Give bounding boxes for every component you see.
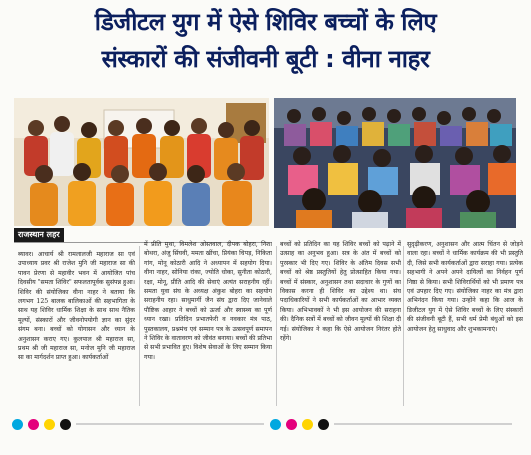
yellow-dot: [44, 419, 55, 430]
column-text: में प्रीति मुथा, विमलेश ओस्तवाल, दीपक बोहरा, निशा बोथरा, अंजु सिंघवी, ममता खींचा, प्रियंका चिपड़, निकिता गांग, मोनू कोठारी आदि ने अध्यापन में सहयोग दिया। वीना नाहर, सोनिया रांका, ज्योति धोका, सुनीता कोठारी, रक्षा, मोनू, प्रीति आदि की सेवाएं अत्यंत सराहनीय रहीं। समता युवा संघ के अध्यक्ष अंकुश बोहरा का सहयोग सराहनीय रहा। साधुमार्गी जैन संघ द्वारा दिए जानेवाले पौष्टिक आहार ने बच्चों को ऊर्जा और स्वास्थ्य का पूर्ण ध्यान रखा। प्रतिदिन प्रभातफेरी व नवकार मंत्र पाठ, पुस्तकालय, प्रश्नमंच एवं सम्मान पत्र के उत्सवपूर्ण समापन ने शिविर के वातावरण को जीवंत बनाया। बच्चों की प्रतिभा से सभी प्रभावित हुए। विशेष सेवाओं के लिए सम्मान किया गया।: [144, 241, 272, 361]
column-text: बच्चों को प्रतिदिन का यह शिविर बच्चों को पढ़ाने में उत्साह का अनुभव हुआ। सत्र के अंत में बच्चों को पुरस्कार भी दिए गए। शिविर के अंतिम दिवस सभी बच्चों को श्रेष्ठ प्रस्तुतियों हेतु प्रोत्साहित किया गया। बच्चों में संस्कार, अनुशासन तथा सदाचार के गुणों का विकास करना ही शिविर का उद्देश्य था। संघ पदाधिकारियों ने सभी कार्यकर्ताओं का आभार व्यक्त किया। अभिभावकों ने भी इस आयोजन की सराहना की। दैनिक सत्रों में बच्चों को जीवन मूल्यों की शिक्षा दी गई। संयोजिका ने कहा कि ऐसे आयोजन निरंतर होते रहेंगे।: [280, 241, 401, 343]
magenta-dot: [28, 419, 39, 430]
column-text: ब्यावर। आचार्य श्री रामलालजी महाराज सा एवं उपाध्याय प्रवर श्री राजेश मुनि जी महाराज सा की पावन प्रेरणा से महावीर भवन में आयोजित पांच दिवसीय "समता शिविर" सफलतापूर्वक सुसंपन्न हुआ। शिविर की संयोजिका वीना नाहर ने बताया कि लगभग 125 बालक बालिकाओं की सहभागिता के साथ यह शिविर धार्मिक शिक्षा के साथ साथ नैतिक मूल्यों, संस्कारों और जीवनोपयोगी ज्ञान का सुंदर संगम बना। बच्चों को योगासन और ध्यान के अनुशासन कराए गए। कुलपाल श्री महाराज सा, प्रथम श्री जी महाराज सा, मनोज मुनि जी महाराज सा का मार्गदर्शन प्राप्त हुआ। कार्यकर्ताओं: [18, 251, 135, 362]
article-column-1: [18, 250, 135, 408]
photo-credit: राजस्थान लहर: [14, 228, 64, 242]
article-column-4: [407, 240, 523, 408]
article-column-2: [144, 240, 272, 408]
column-divider: [276, 246, 277, 406]
children-audience-photo: [274, 98, 516, 228]
column-divider: [139, 246, 140, 406]
headline-line-2: संस्कारों की संजीवनी बूटी : वीना नाहर: [101, 45, 430, 73]
column-text: सुदृढ़ीकरण, अनुशासन और आत्म चिंतन से जोड़ने वाला रहा। बच्चों ने धार्मिक कार्यक्रम की भी प्रस्तुति दी, जिसे सभी कार्यकर्ताओं द्वारा सराहा गया। प्रत्येक सहभागी ने अपने अपने दायित्वों का निर्वहन पूर्ण निष्ठा से किया। सभी शिविरार्थियों को भी प्रमाण पत्र एवं उपहार दिए गए। संयोजिका नाहर का मंत्र द्वारा अभिनंदन किया गया। उन्होंने कहा कि आज के डिजीटल युग में ऐसे शिविर बच्चों के लिए संस्कारों की संजीवनी बूटी हैं, सभी धर्म प्रेमी बंधुओं को इस आयोजन हेतु साधुवाद और शुभकामनाएं।: [407, 241, 523, 333]
yellow-dot: [302, 419, 313, 430]
black-dot: [60, 419, 71, 430]
article-column-3: [280, 240, 401, 408]
column-divider: [403, 246, 404, 406]
registration-marks-right: [270, 418, 329, 430]
footer-rule: [334, 423, 512, 425]
headline-line-1: डिजीटल युग में ऐसे शिविर बच्चों के लिए: [94, 8, 437, 36]
cyan-dot: [270, 419, 281, 430]
footer-rule: [76, 423, 264, 425]
group-photo-women: [14, 98, 269, 226]
magenta-dot: [286, 419, 297, 430]
black-dot: [318, 419, 329, 430]
registration-marks-left: [12, 418, 71, 430]
cyan-dot: [12, 419, 23, 430]
